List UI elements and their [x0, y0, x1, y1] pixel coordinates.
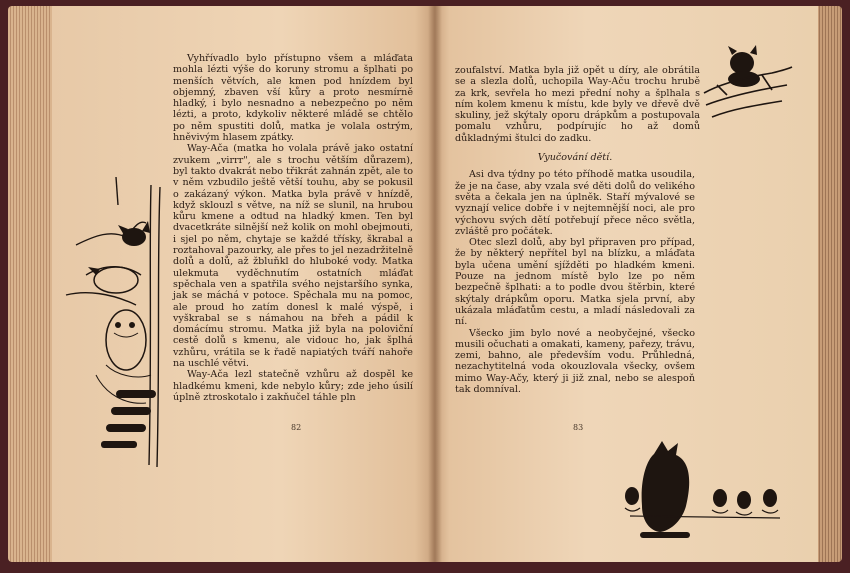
right-paragraph-2: Otec slezl dolů, aby byl připraven pro případ, že by některý nepřítel byl na blízku, a mláďata byla učena umění sjížděti po hladkém kmeni. Pouze na jednom místě bylo lze po něm bezpečně šplhati: a to podle dvou štěrbin, které skýtaly drápkům oporu. Matka sjela první, aby ukázala mláďatům cestu, a mladí následovali za ní. — [455, 237, 695, 328]
raccoon-family-illustration — [620, 436, 790, 546]
left-paragraph-2: Way-Ača (matka ho volala právě jako ostatní zvukem „virrr", ale s trochu větším důrazem), byl takto dvakrát nebo třikrát zahnán zpět, ale to v něm vzbudilo ještě větší touhu, aby se pokusil o zakázaný výkon. Matka byla právě v hnízdě, když sklouzl s větve, na níž se slunil, na hrubou kůru kmene a odtud na hladký kmen. Ten byl dvacetkráte silnější než kolik on mohl obejmouti, i sjel po něm, chytaje se každé třísky, škrabal a roztahoval pazourky, ale přes to jel nezadržitelně dolů a dolů, až žbluňkl do hluboké vody. Matka ulekmuta vyděchnutím ostatních mláďat spěchala ven a spatřila svého nejstaršího synka, jak se máchá v potoce. Spěchala mu na pomoc, ale proud ho zatím donesl k malé výspě, i vyškrabal se s námahou na břeh a pádil k domácímu stromu. Matka již byla na poloviční cestě dolů s kmenu, ale vidouc ho, jak šplhá vzhůru, vrátila se k řadě napiatých tváří nahoře na uschlé větvi. — [173, 143, 413, 370]
page-number-right: 83 — [573, 423, 584, 432]
left-page-text — [173, 53, 413, 403]
right-top-paragraph: zoufalství. Matka byla již opět u díry, ale obrátila se a slezla dolů, uchopila Way-Aču trochu hrubě za krk, sevřela ho mezi přední nohy a šplhala s ním kolem kmenu k místu, kde byly ve dřevě dvě skuliny, jež skýtaly oporu drápkům a postupovala pomalu vzhůru, podpírujíc ho až domů důkladnými štulci do zadku. — [455, 65, 700, 144]
left-paragraph-3: Way-Ača lezl statečně vzhůru až dospěl ke hladkému kmeni, kde nebylo kůry; zde jeho úsilí úplně ztroskotalo i zakňučel táhle pln — [173, 369, 413, 403]
section-heading: Vyučování dětí. — [537, 152, 613, 164]
book-gutter — [428, 6, 442, 562]
right-paragraph-3: Všecko jim bylo nové a neobyčejné, všecko musili očuchati a omakati, kameny, pařezy, trávu, zemi, bahno, ale především vodu. Průhledná, nezachytitelná voda okouzlovala všecky, ovšem mimo Way-Ačy, který ji již znal, nebo se alespoň tak domníval. — [455, 327, 695, 396]
left-page-edges — [8, 6, 58, 562]
raccoon-climbing-tree-illustration — [56, 175, 171, 475]
left-paragraph-1: Vyhřívadlo bylo přístupno všem a mláďata mohla lézti výše do koruny stromu a šplhati po menších větvích, ale kmen pod hnízdem byl objemný, zbaven vší kůry a proto nesmírně hladký, i bylo nesnadno a nebezpečno po něm lézti, a proto, kdykoliv některé mládě se chtělo po něm spustiti dolů, matka je volala ostrým, hněvivým hlasem zpátky. — [173, 53, 413, 144]
right-page-edges — [814, 6, 842, 562]
raccoon-on-branch-illustration — [702, 45, 794, 120]
right-paragraph-1: Asi dva týdny po této příhodě matka usoudila, že je na čase, aby vzala své děti dolů do velikého světa a čekala jen na úplněk. Staří mývalové se vyznají velice dobře i v nejtemnější noci, ale pro výchovu svých dětí potřebují přece něco světla, zvláště pro počátek. — [455, 169, 695, 237]
right-page-text — [455, 65, 700, 396]
page-number-left: 82 — [291, 423, 302, 432]
